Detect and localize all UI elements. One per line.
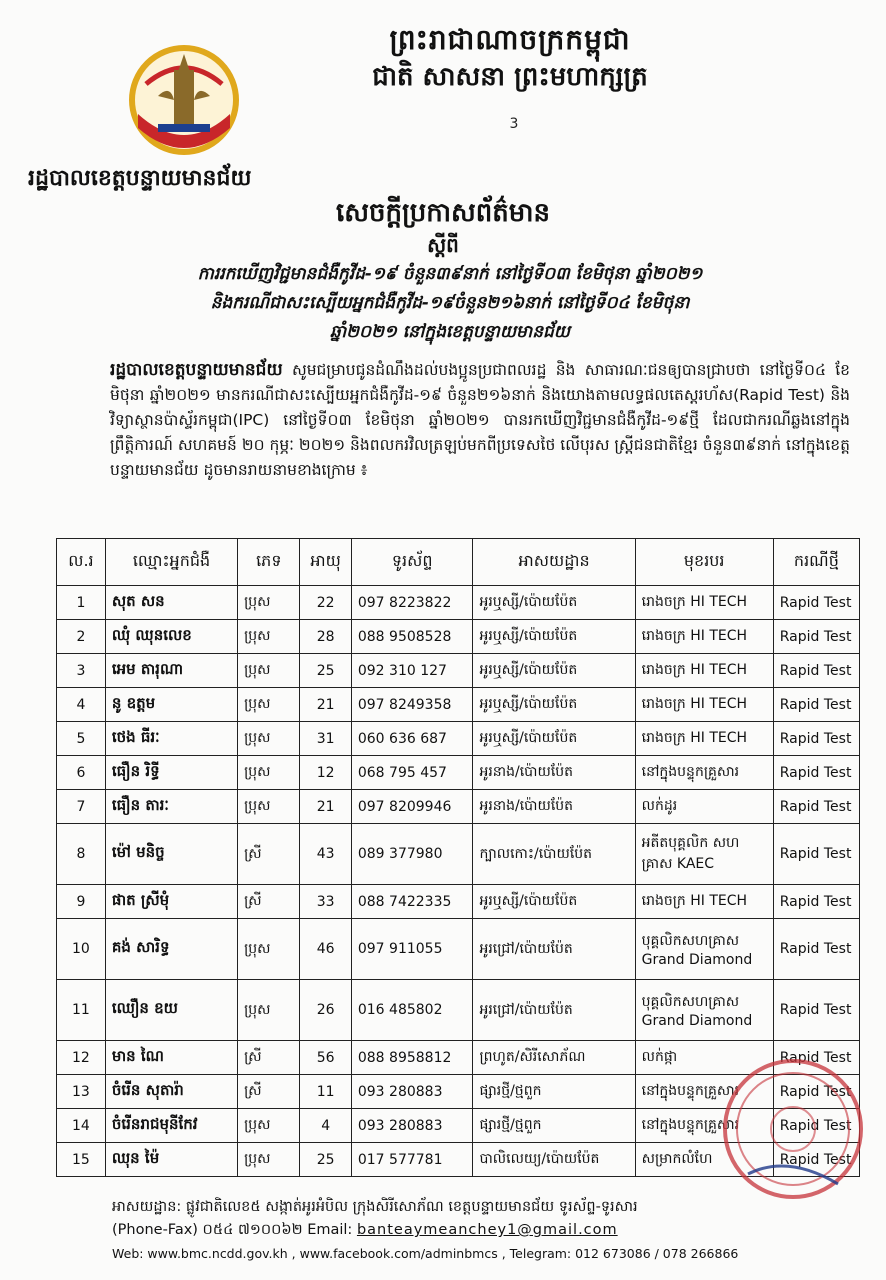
cell-job: នៅក្នុងបន្ទុកគ្រួសារ [635, 756, 773, 790]
table-row [57, 756, 860, 790]
cell-sex: ប្រុស [238, 688, 300, 722]
subject-line: ការរកឃើញវិជ្ជមានជំងឺកូវីដ-១៩ ចំនួន៣៩នាក់ នៅថ្ងៃទី០៣ ខែមិថុនា ឆ្នាំ២០២១ [197, 264, 703, 284]
cell-phone: 097 911055 [351, 919, 473, 980]
table-row [57, 722, 860, 756]
cell-no: 14 [57, 1109, 106, 1143]
header-no: ល.រ [57, 539, 106, 586]
footer-phone-fax: (Phone-Fax) ០៥៤ ៧១០០៦២ Email: [112, 1222, 357, 1238]
cell-job: បុគ្គលិកសហគ្រាស Grand Diamond [635, 980, 773, 1041]
cell-sex: ប្រុស [238, 919, 300, 980]
cell-sex: ប្រុស [238, 980, 300, 1041]
cell-name: មាន ណៃ [105, 1041, 237, 1075]
table-row [57, 824, 860, 885]
cell-sex: ប្រុស [238, 586, 300, 620]
table-row [57, 885, 860, 919]
issuing-authority: រដ្ឋបាលខេត្តបន្ទាយមានជ័យ [28, 166, 252, 191]
cell-address: អូរឬស្សី/ប៉ោយប៉ែត [473, 688, 635, 722]
body-lead: រដ្ឋបាលខេត្តបន្ទាយមានជ័យ [110, 360, 283, 380]
cell-age: 56 [300, 1041, 351, 1075]
cell-age: 22 [300, 586, 351, 620]
cell-phone: 017 577781 [351, 1143, 473, 1177]
cell-job: លក់ផ្កា [635, 1041, 773, 1075]
subject-line: ឆ្នាំ២០២១ នៅក្នុងខេត្តបន្ទាយមានជ័យ [329, 322, 570, 342]
cell-job: រោងចក្រ HI TECH [635, 620, 773, 654]
cell-phone: 060 636 687 [351, 722, 473, 756]
cell-no: 6 [57, 756, 106, 790]
header-phone: ទូរស័ព្ទ [351, 539, 473, 586]
cell-type: Rapid Test [773, 919, 859, 980]
cell-address: អូរនាង/ប៉ោយប៉ែត [473, 756, 635, 790]
cell-no: 11 [57, 980, 106, 1041]
cell-name: ធឿន រិទ្ធី [105, 756, 237, 790]
cell-job: រោងចក្រ HI TECH [635, 586, 773, 620]
cell-sex: ស្រី [238, 1041, 300, 1075]
cell-age: 31 [300, 722, 351, 756]
table-row [57, 919, 860, 980]
cell-address: អូរឬស្សី/ប៉ោយប៉ែត [473, 722, 635, 756]
cell-phone: 088 8958812 [351, 1041, 473, 1075]
ornament-divider [430, 116, 600, 132]
cell-phone: 093 280883 [351, 1075, 473, 1109]
cell-type: Rapid Test [773, 688, 859, 722]
cell-type: Rapid Test [773, 586, 859, 620]
cell-type: Rapid Test [773, 790, 859, 824]
cell-sex: ស្រី [238, 885, 300, 919]
cell-no: 2 [57, 620, 106, 654]
cell-no: 5 [57, 722, 106, 756]
cell-no: 9 [57, 885, 106, 919]
header-case-type: ករណីថ្មី [773, 539, 859, 586]
cell-name: នូ ឧត្តម [105, 688, 237, 722]
cell-phone: 089 377980 [351, 824, 473, 885]
footer-address: អាសយដ្ឋាន: ផ្លូវជាតិលេខ៥ សង្កាត់អូរអំបិល ក្រុងសិរីសោភ័ណ ខេត្តបន្ទាយមានជ័យ ទូរស័ព្ទ-ទូរសារ [112, 1199, 638, 1215]
cell-phone: 088 9508528 [351, 620, 473, 654]
document-subject [60, 260, 840, 347]
cell-name: គង់ សារិទ្ធ [105, 919, 237, 980]
subject-line: និងករណីជាសះស្បើយអ្នកជំងឺកូវីដ-១៩ចំនួន២១៦នាក់ នៅថ្ងៃទី០៤ ខែមិថុនា [210, 293, 690, 313]
cell-type: Rapid Test [773, 620, 859, 654]
cell-name: ឈុន ម៉ៃ [105, 1143, 237, 1177]
cell-age: 28 [300, 620, 351, 654]
cell-type: Rapid Test [773, 1109, 859, 1143]
cell-sex: ប្រុស [238, 1109, 300, 1143]
cell-address: ក្បាលកោះ/ប៉ោយប៉ែត [473, 824, 635, 885]
cell-phone: 088 7422335 [351, 885, 473, 919]
cell-age: 25 [300, 1143, 351, 1177]
cell-name: សុត សន [105, 586, 237, 620]
table-row [57, 620, 860, 654]
cell-phone: 097 8209946 [351, 790, 473, 824]
cell-no: 1 [57, 586, 106, 620]
cell-phone: 093 280883 [351, 1109, 473, 1143]
cell-name: ចំរើន សុតារ៉ា [105, 1075, 237, 1109]
cell-name: ឈឿន ឧយ [105, 980, 237, 1041]
cell-sex: ស្រី [238, 1075, 300, 1109]
document-about: ស្តីពី [427, 233, 459, 257]
cell-type: Rapid Test [773, 980, 859, 1041]
official-stamp [718, 1054, 868, 1204]
provincial-emblem [128, 44, 240, 160]
cell-phone: 016 485802 [351, 980, 473, 1041]
footer-contact [112, 1221, 872, 1242]
cell-sex: ប្រុស [238, 790, 300, 824]
cell-address: អូរនាង/ប៉ោយប៉ែត [473, 790, 635, 824]
cell-name: ចំរើនរាជមុនីកែវ [105, 1109, 237, 1143]
document-title: សេចក្តីប្រកាសព័ត៌មាន [335, 198, 551, 228]
cell-address: ផ្សារថ្មី/ថ្មពួក [473, 1109, 635, 1143]
cell-age: 12 [300, 756, 351, 790]
cell-job: រោងចក្រ HI TECH [635, 688, 773, 722]
cell-sex: ប្រុស [238, 756, 300, 790]
cell-no: 7 [57, 790, 106, 824]
cell-name: ម៉ៅ មនិច្ច [105, 824, 237, 885]
cell-name: ផាត ស្រីមុំ [105, 885, 237, 919]
table-row [57, 586, 860, 620]
cell-job: បុគ្គលិកសហគ្រាស Grand Diamond [635, 919, 773, 980]
cell-address: អូរជ្រៅ/ប៉ោយប៉ែត [473, 919, 635, 980]
cell-job: រោងចក្រ HI TECH [635, 722, 773, 756]
cell-no: 12 [57, 1041, 106, 1075]
header-sex: ភេទ [238, 539, 300, 586]
cell-job: រោងចក្រ HI TECH [635, 885, 773, 919]
cell-job: លក់ដូរ [635, 790, 773, 824]
cell-address: អូរឬស្សី/ប៉ោយប៉ែត [473, 620, 635, 654]
cell-address: អូរឬស្សី/ប៉ោយប៉ែត [473, 586, 635, 620]
cell-type: Rapid Test [773, 885, 859, 919]
cell-no: 13 [57, 1075, 106, 1109]
header-age: អាយុ [300, 539, 351, 586]
cell-job: អតីតបុគ្គលិក សហគ្រាស KAEC [635, 824, 773, 885]
cell-no: 8 [57, 824, 106, 885]
cell-sex: ប្រុស [238, 1143, 300, 1177]
cell-sex: ប្រុស [238, 654, 300, 688]
cell-age: 4 [300, 1109, 351, 1143]
cell-name: ថេង ធីរៈ [105, 722, 237, 756]
cell-type: Rapid Test [773, 722, 859, 756]
cell-name: អេម តារុណា [105, 654, 237, 688]
cell-age: 26 [300, 980, 351, 1041]
cell-age: 33 [300, 885, 351, 919]
body-text: សូមជម្រាបជូនដំណឹងដល់បងប្អូនប្រជាពលរដ្ឋ និង សាធារណៈជនឲ្យបានជ្រាបថា នៅថ្ងៃទី០៤ ខែមិថុនា ឆ្នាំ២០២១ មានករណីជាសះស្បើយអ្នកជំងឺកូវីដ-១៩ ចំនួន២១៦នាក់ និងយោងតាមលទ្ធផលតេស្តរហ័ស(Rapid Test) និងវិទ្យាស្ថានប៉ាស្ទ័រកម្ពុជា(IPC) នៅថ្ងៃទី០៣ ខែមិថុនា ឆ្នាំ២០២១ បានរកឃើញវិជ្ជមានជំងឺកូវីដ-១៩ថ្មី ដែលជាករណីឆ្លងនៅក្នុង ព្រឹត្តិការណ៍ សហគមន៍ ២០ កុម្ភៈ ២០២១ និងពលករវិលត្រឡប់មកពីប្រទេសថៃ លើបុរស ស្ត្រីជនជាតិខ្មែរ ចំនួន៣៩នាក់ នៅក្នុងខេត្តបន្ទាយមានជ័យ ដូចមានរាយនាមខាងក្រោម ៖ [110, 361, 850, 479]
cell-type: Rapid Test [773, 824, 859, 885]
cell-sex: ស្រី [238, 824, 300, 885]
cell-job: នៅក្នុងបន្ទុកគ្រួសារ [635, 1075, 773, 1109]
table-header-row [57, 539, 860, 586]
cell-sex: ប្រុស [238, 620, 300, 654]
cell-no: 10 [57, 919, 106, 980]
cell-age: 43 [300, 824, 351, 885]
cell-address: អូរជ្រៅ/ប៉ោយប៉ែត [473, 980, 635, 1041]
cell-type: Rapid Test [773, 756, 859, 790]
cell-job: រោងចក្រ HI TECH [635, 654, 773, 688]
cell-phone: 097 8249358 [351, 688, 473, 722]
cell-no: 4 [57, 688, 106, 722]
table-row [57, 654, 860, 688]
announcement-body [110, 358, 850, 483]
header-occupation: មុខរបរ [635, 539, 773, 586]
cell-phone: 097 8223822 [351, 586, 473, 620]
ornament-glyph: 3 [509, 116, 521, 132]
cell-age: 25 [300, 654, 351, 688]
cell-address: ព្រហូត/សិរីសោភ័ណ [473, 1041, 635, 1075]
cell-phone: 068 795 457 [351, 756, 473, 790]
kingdom-motto: ជាតិ សាសនា ព្រះមហាក្សត្រ [372, 62, 648, 92]
cell-job: នៅក្នុងបន្ទុកគ្រួសារ [635, 1109, 773, 1143]
table-row [57, 980, 860, 1041]
cell-age: 11 [300, 1075, 351, 1109]
cell-name: ឈុំ ឈុនលេខ [105, 620, 237, 654]
cell-job: សម្រាកលំហែ [635, 1143, 773, 1177]
cell-name: ធឿន តារៈ [105, 790, 237, 824]
cell-phone: 092 310 127 [351, 654, 473, 688]
header-address: អាសយដ្ឋាន [473, 539, 635, 586]
cell-type: Rapid Test [773, 1075, 859, 1109]
table-row [57, 688, 860, 722]
cell-type: Rapid Test [773, 1041, 859, 1075]
cell-age: 21 [300, 790, 351, 824]
kingdom-title: ព្រះរាជាណាចក្រកម្ពុជា [389, 23, 631, 56]
cell-sex: ប្រុស [238, 722, 300, 756]
table-row [57, 790, 860, 824]
footer-web: Web: www.bmc.ncdd.gov.kh , www.facebook.com/adminbmcs , Telegram: 012 673086 / 078 266866 [112, 1246, 739, 1261]
cell-age: 21 [300, 688, 351, 722]
cell-address: អូរឬស្សី/ប៉ោយប៉ែត [473, 885, 635, 919]
cell-address: អូរឬស្សី/ប៉ោយប៉ែត [473, 654, 635, 688]
footer-email-link[interactable]: banteaymeanchey1@gmail.com [356, 1222, 618, 1238]
header-name: ឈ្មោះអ្នកជំងឺ [105, 539, 237, 586]
cell-no: 15 [57, 1143, 106, 1177]
cell-no: 3 [57, 654, 106, 688]
cell-age: 46 [300, 919, 351, 980]
cell-type: Rapid Test [773, 654, 859, 688]
cell-type: Rapid Test [773, 1143, 859, 1177]
cell-address: បាលិលេយ្យ/ប៉ោយប៉ែត [473, 1143, 635, 1177]
cell-address: ផ្សារថ្មី/ថ្មពួក [473, 1075, 635, 1109]
